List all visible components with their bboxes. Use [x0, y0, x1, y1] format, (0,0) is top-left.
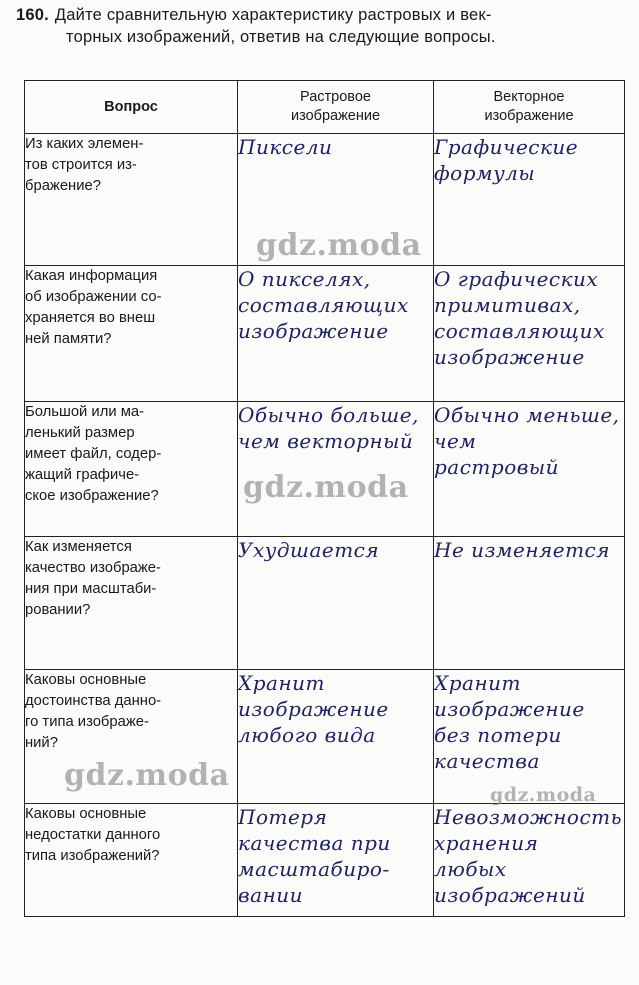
header-question: Вопрос [25, 81, 238, 134]
vector-answer: Хранит изображение без потери качества [434, 670, 625, 804]
task-heading [16, 4, 626, 48]
vector-answer: Обычно меньше, чем растровый [434, 402, 625, 537]
table-row [25, 266, 625, 402]
question-cell: Каковы основные недостатки данного типа изображений? [25, 804, 238, 917]
table-header-row [25, 81, 625, 134]
watermark: gdz.moda [243, 470, 409, 505]
task-text-line-1: Дайте сравнительную характеристику растровых и век- [54, 6, 492, 24]
table-row [25, 670, 625, 804]
header-vector: Векторное изображение [434, 81, 625, 134]
question-cell: Большой или ма- ленький размер имеет файл, содер- жащий графиче- ское изображение? [25, 402, 238, 537]
header-raster: Растровое изображение [238, 81, 434, 134]
raster-answer: Потеря качества при масштабиро- вании [238, 804, 434, 917]
watermark: gdz.moda [256, 228, 422, 263]
watermark: gdz.moda [64, 758, 230, 793]
question-cell: Каковы основные достоинства данно- го типа изображе- ний? [25, 670, 238, 804]
watermark: gdz.moda [490, 784, 597, 806]
task-number: 160. [16, 6, 49, 24]
raster-answer: О пикселях, составляющих изображение [238, 266, 434, 402]
vector-answer: Графические формулы [434, 134, 625, 266]
table-row [25, 402, 625, 537]
raster-answer: Пиксели [238, 134, 434, 266]
table-row [25, 804, 625, 917]
task-line-1 [16, 4, 626, 26]
table-row [25, 134, 625, 266]
task-text-line-2: торных изображений, ответив на следующие вопросы. [66, 28, 496, 46]
raster-answer: Хранит изображение любого вида [238, 670, 434, 804]
vector-answer: Не изменяется [434, 537, 625, 670]
raster-answer: Обычно больше, чем векторный [238, 402, 434, 537]
question-cell: Из каких элемен- тов строится из- бражение? [25, 134, 238, 266]
raster-answer: Ухудшается [238, 537, 434, 670]
question-cell: Какая информация об изображении со- храняется во внеш ней памяти? [25, 266, 238, 402]
vector-answer: Невозможность хранения любых изображений [434, 804, 625, 917]
table-row [25, 537, 625, 670]
question-cell: Как изменяется качество изображе- ния при масштаби- ровании? [25, 537, 238, 670]
vector-answer: О графических примитивах, составляющих изображение [434, 266, 625, 402]
comparison-table [24, 80, 625, 917]
